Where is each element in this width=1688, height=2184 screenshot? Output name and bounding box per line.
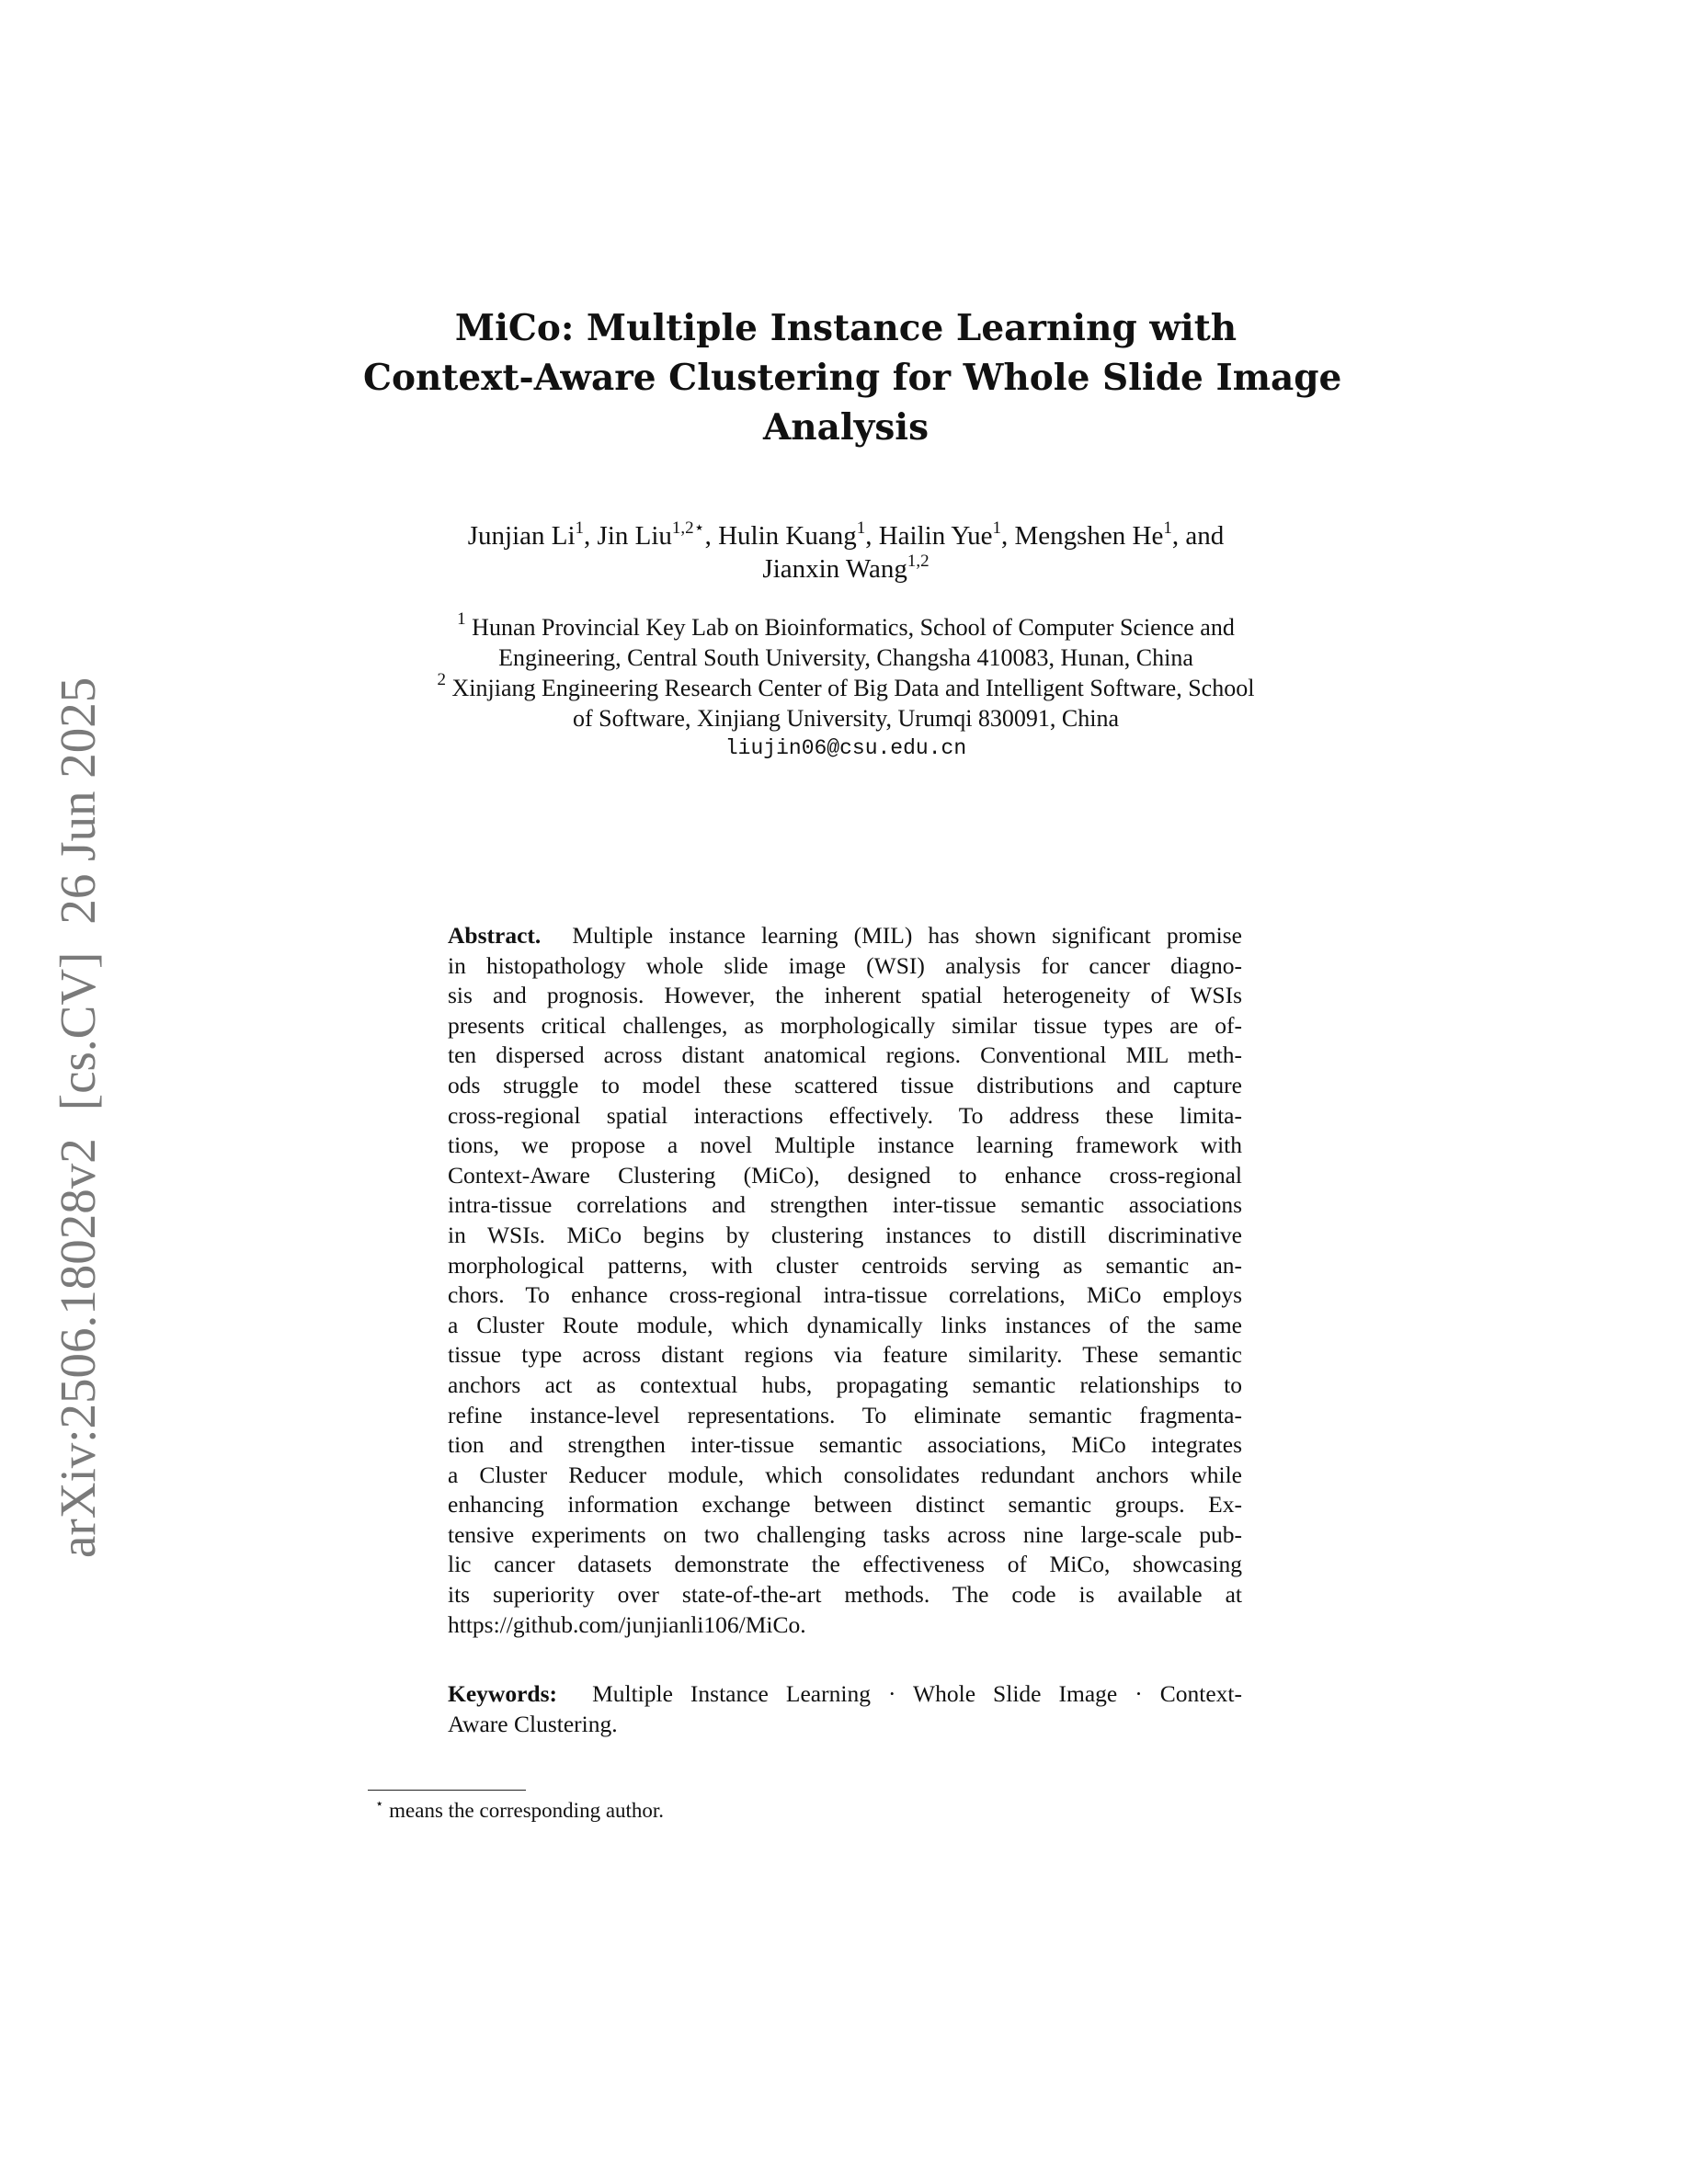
author-name: Hulin Kuang — [718, 521, 857, 551]
author-name: Mengshen He — [1014, 521, 1164, 551]
footnote-rule — [368, 1790, 526, 1791]
author-name: Junjian Li — [467, 521, 576, 551]
paper-title — [363, 303, 1342, 452]
title-line: Analysis — [762, 406, 930, 449]
abstract-line: tissue type across distant regions via feature similarity. These semantic — [448, 1341, 1242, 1369]
affil-line: of Software, Xinjiang University, Urumqi 830091, China — [572, 705, 1120, 732]
abstract-line: refine instance-level representations. To eliminate semantic fragmenta- — [448, 1401, 1242, 1428]
abstract-line: in histopathology whole slide image (WSI) analysis for cancer diagno- — [448, 951, 1242, 979]
author-separator: , — [584, 521, 598, 551]
affil-mark: 2 — [437, 670, 447, 689]
author-separator: , — [865, 521, 879, 551]
abstract-line: Context-Aware Clustering (MiCo), designed to enhance cross-regional — [448, 1161, 1242, 1189]
abstract-code-link: https://github.com/junjianli106/MiCo. — [448, 1610, 806, 1638]
arxiv-date: 26 Jun 2025 — [50, 677, 106, 925]
author-affil-mark: 1 — [575, 518, 585, 538]
author-affil-mark: 1,2 — [907, 552, 930, 571]
abstract-line: tensive experiments on two challenging tasks across nine large-scale pub- — [448, 1520, 1242, 1548]
abstract-line: sis and prognosis. However, the inherent spatial heterogeneity of WSIs — [448, 982, 1242, 1009]
contact-email: liujin06@csu.edu.cn — [724, 736, 967, 760]
abstract-line: a Cluster Reducer module, which consolidates redundant anchors while — [448, 1461, 1242, 1488]
abstract — [448, 921, 1242, 1640]
keywords — [448, 1679, 1242, 1739]
abstract-line: intra-tissue correlations and strengthen inter-tissue semantic associations — [448, 1191, 1242, 1219]
title-line: Context-Aware Clustering for Whole Slide Image — [363, 357, 1342, 399]
arxiv-id: arXiv:2506.18028v2 — [50, 1138, 106, 1558]
abstract-line: tions, we propose a novel Multiple instance learning framework with — [448, 1132, 1242, 1159]
abstract-line: ods struggle to model these scattered tissue distributions and capture — [448, 1071, 1242, 1098]
keywords-label: Keywords: — [448, 1680, 557, 1707]
arxiv-category: [cs.CV] — [50, 951, 106, 1111]
affil-line: Engineering, Central South University, Changsha 410083, Hunan, China — [498, 644, 1193, 671]
abstract-line: cross-regional spatial interactions effectively. To address these limita- — [448, 1101, 1242, 1129]
author-affil-mark: 1 — [1163, 518, 1172, 538]
author-affil-mark: 1 — [992, 518, 1001, 538]
abstract-line: morphological patterns, with cluster centroids serving as semantic an- — [448, 1251, 1242, 1279]
abstract-line: presents critical challenges, as morphologically similar tissue types are of- — [448, 1011, 1242, 1039]
author-affil-mark: 1 — [856, 518, 866, 538]
abstract-line: chors. To enhance cross-regional intra-tissue correlations, MiCo employs — [448, 1281, 1242, 1309]
author-name: Jin Liu — [597, 521, 672, 551]
abstract-line: anchors act as contextual hubs, propagating semantic relationships to — [448, 1371, 1242, 1398]
author-list — [363, 519, 1329, 586]
author-affil-mark: 1,2⋆ — [671, 518, 705, 538]
title-line: MiCo: Multiple Instance Learning with — [454, 307, 1237, 349]
arxiv-sidebar-stamp — [48, 602, 108, 1558]
abstract-line: lic cancer datasets demonstrate the effectiveness of MiCo, showcasing — [448, 1551, 1242, 1578]
abstract-line: tion and strengthen inter-tissue semantic associations, MiCo integrates — [448, 1431, 1242, 1459]
abstract-line: Multiple instance learning (MIL) has shown significant promise — [572, 922, 1242, 949]
footnote — [375, 1797, 664, 1825]
affil-mark: 1 — [457, 609, 466, 629]
abstract-line: a Cluster Route module, which dynamically links instances of the same — [448, 1311, 1242, 1338]
abstract-line: enhancing information exchange between distinct semantic groups. Ex- — [448, 1491, 1242, 1519]
author-name: Hailin Yue — [878, 521, 993, 551]
footnote-mark: ⋆ — [375, 1797, 384, 1812]
author-name: Jianxin Wang — [762, 554, 907, 584]
affil-line: Hunan Provincial Key Lab on Bioinformatics, School of Computer Science and — [472, 614, 1235, 641]
footnote-text: means the corresponding author. — [389, 1799, 665, 1822]
abstract-line: in WSIs. MiCo begins by clustering instances to distill discriminative — [448, 1221, 1242, 1248]
affiliations — [363, 609, 1329, 764]
author-separator: , — [704, 521, 719, 551]
keywords-line: Multiple Instance Learning · Whole Slide Image · Context- — [592, 1680, 1243, 1707]
author-separator: , — [1000, 521, 1015, 551]
affil-line: Xinjiang Engineering Research Center of Big Data and Intelligent Software, School — [451, 675, 1255, 701]
abstract-label: Abstract. — [448, 922, 542, 949]
keywords-line: Aware Clustering. — [448, 1710, 618, 1737]
author-separator: , and — [1171, 521, 1225, 551]
abstract-line: ten dispersed across distant anatomical regions. Conventional MIL meth- — [448, 1041, 1242, 1069]
abstract-line: its superiority over state-of-the-art methods. The code is available at — [448, 1581, 1242, 1609]
